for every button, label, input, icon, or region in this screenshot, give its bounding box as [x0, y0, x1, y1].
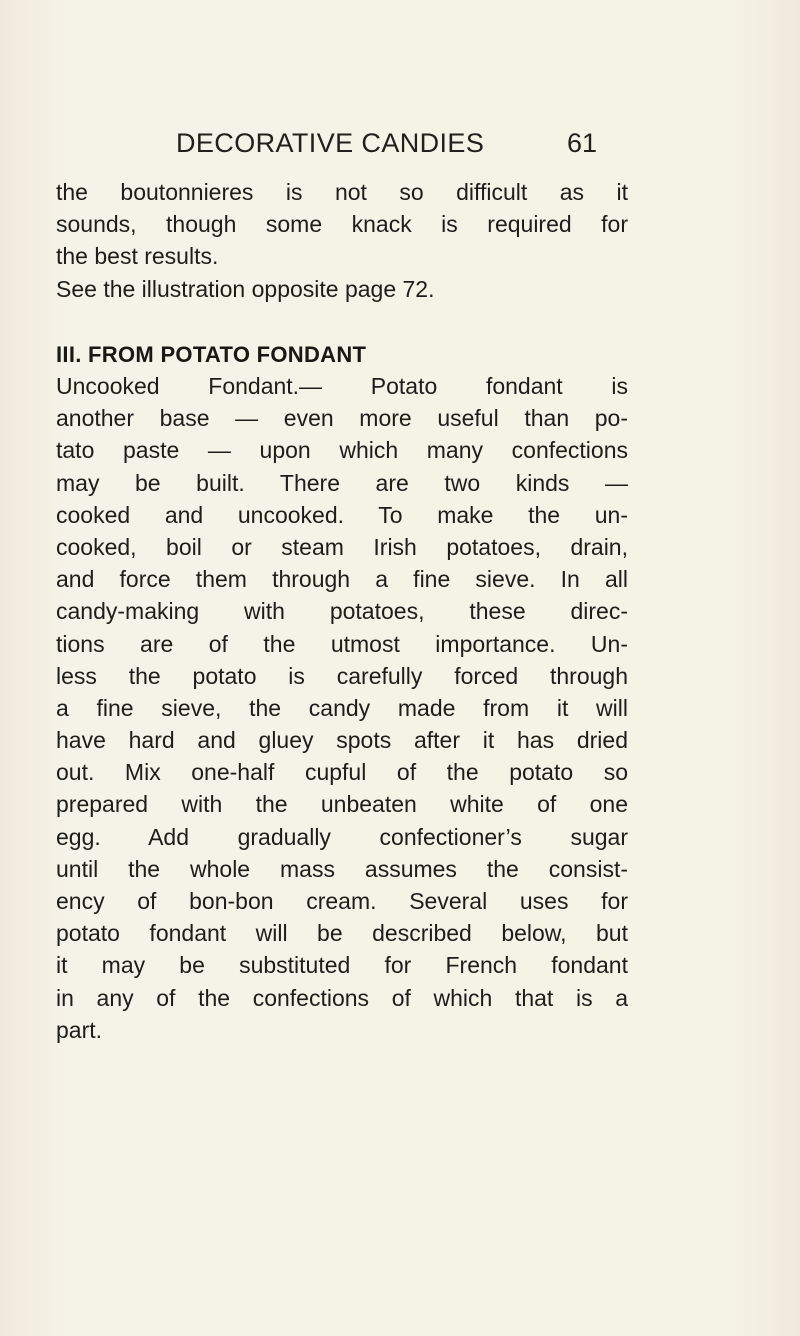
body-line-12: have hard and gluey spots after it has dried [56, 727, 628, 754]
body-line-9: tions are of the utmost importance. Un- [56, 630, 628, 657]
section-heading: III. FROM POTATO FONDANT [56, 342, 367, 367]
section-paragraph [56, 370, 628, 1046]
body-line-20: in any of the confections of which that is a [56, 984, 628, 1011]
body-line-3: tato paste — upon which many confections [56, 437, 628, 464]
intro-paragraph [56, 176, 628, 305]
body-line-5: cooked and uncooked. To make the un- [56, 501, 628, 528]
body-line-11: a fine sieve, the candy made from it will [56, 694, 628, 721]
body-line-18: potato fondant will be described below, but [56, 920, 628, 947]
body-line-7: and force them through a fine sieve. In all [56, 566, 628, 593]
intro-line-2: sounds, though some knack is required for [56, 211, 628, 238]
page-number: 61 [567, 128, 598, 158]
body-line-6: cooked, boil or steam Irish potatoes, drain, [56, 533, 628, 560]
running-header [0, 128, 800, 164]
body-line-4: may be built. There are two kinds — [56, 469, 628, 496]
body-line-8: candy-making with potatoes, these direc- [56, 598, 628, 625]
body-line-2: another base — even more useful than po- [56, 405, 628, 432]
body-line-14: prepared with the unbeaten white of one [56, 791, 628, 818]
body-line-1: Uncooked Fondant.— Potato fondant is [56, 373, 628, 399]
body-line-16: until the whole mass assumes the consist- [56, 855, 628, 882]
body-line-13: out. Mix one-half cupful of the potato so [56, 759, 628, 786]
body-line-21: part. [56, 1016, 103, 1043]
intro-line-3: the best results. [56, 243, 219, 270]
intro-line-1: the boutonnieres is not so difficult as it [56, 179, 628, 205]
body-line-19: it may be substituted for French fondant [56, 952, 628, 979]
running-title: DECORATIVE CANDIES [176, 128, 485, 158]
intro-line-4: See the illustration opposite page 72. [56, 275, 435, 302]
body-line-15: egg. Add gradually confectioner’s sugar [56, 823, 628, 850]
body-line-17: ency of bon-bon cream. Several uses for [56, 888, 628, 914]
body-line-10: less the potato is carefully forced through [56, 662, 628, 689]
